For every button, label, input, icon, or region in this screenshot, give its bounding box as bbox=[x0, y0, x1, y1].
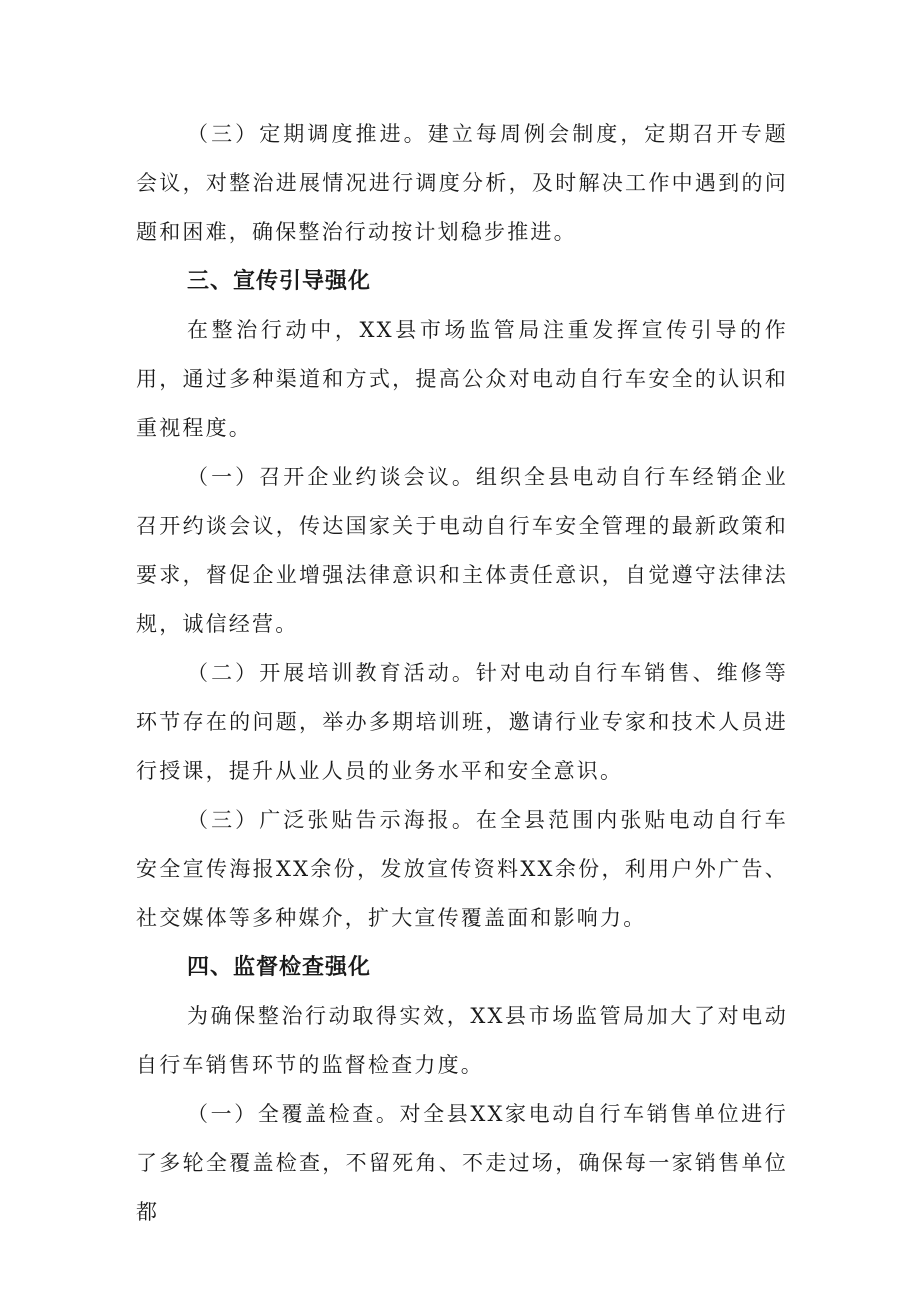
paragraph-inspection-intro: 为确保整治行动取得实效，XX县市场监管局加大了对电动自行车销售环节的监督检查力度。 bbox=[136, 1004, 788, 1077]
paragraph-enterprise-meeting: （一）召开企业约谈会议。组织全县电动自行车经销企业召开约谈会议，传达国家关于电动自行车安全管理的最新政策和要求，督促企业增强法律意识和主体责任意识，自觉遵守法律法规，诚信经营。 bbox=[136, 465, 788, 636]
paragraph-full-coverage: （一）全覆盖检查。对全县XX家电动自行车销售单位进行了多轮全覆盖检查，不留死角、不走过场，确保每一家销售单位都 bbox=[136, 1102, 788, 1224]
section-heading-publicity: 三、宣传引导强化 bbox=[187, 269, 372, 294]
document-page bbox=[136, 110, 788, 1237]
paragraph-training: （二）开展培训教育活动。针对电动自行车销售、维修等环节存在的问题，举办多期培训班，邀请行业专家和技术人员进行授课，提升从业人员的业务水平和安全意识。 bbox=[136, 661, 788, 783]
section-heading-inspection: 四、监督检查强化 bbox=[187, 955, 372, 980]
paragraph-publicity-intro: 在整治行动中，XX县市场监管局注重发挥宣传引导的作用，通过多种渠道和方式，提高公众对电动自行车安全的认识和重视程度。 bbox=[136, 318, 788, 440]
paragraph-scheduling: （三）定期调度推进。建立每周例会制度，定期召开专题会议，对整治进展情况进行调度分析，及时解决工作中遇到的问题和困难，确保整治行动按计划稳步推进。 bbox=[136, 122, 788, 244]
paragraph-posters: （三）广泛张贴告示海报。在全县范围内张贴电动自行车安全宣传海报XX余份，发放宣传资料XX余份，利用户外广告、社交媒体等多种媒介，扩大宣传覆盖面和影响力。 bbox=[136, 808, 788, 930]
